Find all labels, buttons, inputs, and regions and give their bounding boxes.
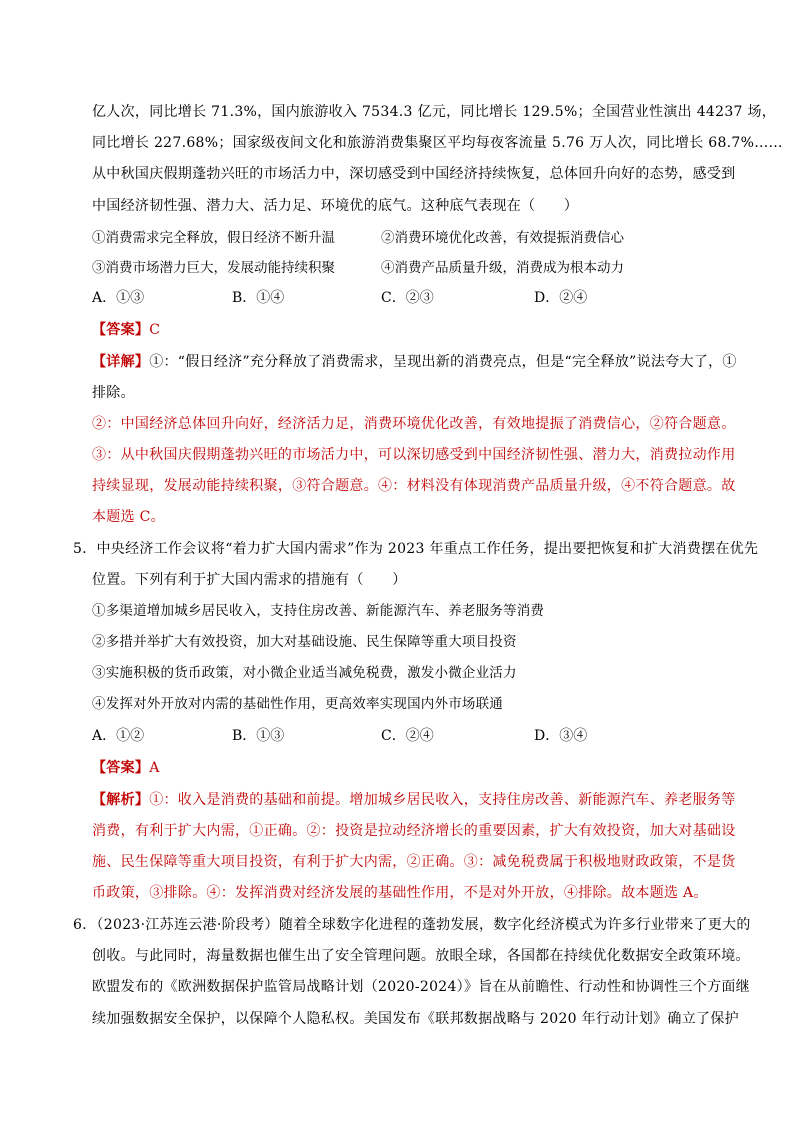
choice-b: B．①④: [232, 290, 285, 306]
choice-c: C．②④: [381, 728, 434, 744]
question-5-analysis-line: 币政策，③排除。④：发挥消费对经济发展的基础性作用，不是对外开放，④排除。故本题选 A。: [92, 885, 708, 901]
question-4-stem-line: 同比增长 227.68%；国家级夜间文化和旅游消费集聚区平均每夜客流量 5.76 万人次，同比增长 68.7%……: [92, 135, 783, 151]
question-5-statement: ③实施积极的货币政策，对小微企业适当减免税费，激发小微企业活力: [92, 665, 517, 681]
question-5-analysis-line: [92, 790, 736, 810]
choice-c: C．②③: [381, 290, 434, 306]
answer-tag: 【答案】: [92, 322, 150, 338]
question-5-choices: [92, 726, 692, 746]
analysis-text: ①：收入是消费的基础和前提。增加城乡居民收入，支持住房改善、新能源汽车、养老服务等: [149, 792, 736, 808]
question-4-choices: [92, 288, 692, 308]
answer-tag: 【答案】: [92, 760, 150, 776]
question-6-stem-line: 创收。与此同时，海量数据也催生出了安全管理问题。放眼全球，各国都在持续优化数据安全政策环境。: [92, 948, 750, 964]
question-4-stem-line: 亿人次，同比增长 71.3%，国内旅游收入 7534.3 亿元，同比增长 129.5%；全国营业性演出 44237 场，: [92, 104, 777, 120]
question-5-answer: [92, 758, 160, 778]
question-4-statement-row: [92, 258, 692, 278]
detail-text: ①：“假日经济”充分释放了消费需求，呈现出新的消费亮点，但是“完全释放”说法夸大了，①: [149, 354, 737, 370]
question-5-statement: ④发挥对外开放对内需的基础性作用，更高效率实现国内外市场联通: [92, 696, 503, 712]
question-5-stem-line: 位置。下列有利于扩大国内需求的措施有（ ）: [92, 572, 407, 588]
question-4-detail-line: 持续显现，发展动能持续积聚，③符合题意。④：材料没有体现消费产品质量升级，④不符合题意。故: [92, 478, 736, 494]
question-5-statement: ①多渠道增加城乡居民收入，支持住房改善、新能源汽车、养老服务等消费: [92, 603, 545, 619]
question-4-stem-line: 中国经济韧性强、潜力大、活力足、环境优的底气。这种底气表现在（ ）: [92, 198, 579, 214]
question-5-analysis-line: 消费，有利于扩大内需，①正确。②：投资是拉动经济增长的重要因素，扩大有效投资，加大对基础设: [92, 823, 736, 839]
statement-1: ①消费需求完全释放，假日经济不断升温: [92, 230, 335, 246]
question-5-statement: ②多措并举扩大有效投资，加大对基础设施、民生保障等重大项目投资: [92, 634, 517, 650]
question-6-stem-line: 6．（2023·江苏连云港·阶段考）随着全球数字化进程的蓬勃发展，数字化经济模式为许多行业带来了更大的: [73, 917, 751, 933]
detail-tag: 【详解】: [92, 354, 150, 370]
question-4-stem-line: 从中秋国庆假期蓬勃兴旺的市场活力中，深切感受到中国经济持续恢复，总体回升向好的态势，感受到: [92, 166, 736, 182]
question-6-stem-line: 欧盟发布的《欧洲数据保护监管局战略计划（2020-2024）》旨在从前瞻性、行动性和协调性三个方面继: [92, 979, 750, 995]
question-5-analysis-line: 施、民生保障等重大项目投资，有利于扩大内需，②正确。③：减免税费属于积极地财政政策，不是货: [92, 854, 736, 870]
statement-4: ④消费产品质量升级，消费成为根本动力: [381, 260, 624, 276]
question-4-detail-line: 本题选 C。: [92, 509, 165, 525]
question-4-detail-line: ③：从中秋国庆假期蓬勃兴旺的市场活力中，可以深切感受到中国经济韧性强、潜力大，消费拉动作用: [92, 447, 736, 463]
statement-3: ③消费市场潜力巨大，发展动能持续积聚: [92, 260, 335, 276]
choice-b: B．①③: [232, 728, 285, 744]
choice-d: D．②④: [534, 290, 588, 306]
statement-2: ②消费环境优化改善，有效提振消费信心: [381, 230, 624, 246]
answer-value: C: [149, 322, 161, 338]
question-4-statement-row: [92, 228, 692, 248]
answer-value: A: [149, 760, 160, 776]
question-6-stem-line: 续加强数据安全保护，以保障个人隐私权。美国发布《联邦数据战略与 2020 年行动计划》确立了保护: [92, 1011, 739, 1027]
question-4-detail-line: 排除。: [92, 385, 135, 401]
choice-a: A．①②: [92, 728, 145, 744]
analysis-tag: 【解析】: [92, 792, 150, 808]
choice-d: D．③④: [534, 728, 588, 744]
choice-a: A．①③: [92, 290, 145, 306]
question-4-detail-line: ②：中国经济总体回升向好，经济活力足，消费环境优化改善，有效地提振了消费信心，②符合题意。: [92, 416, 736, 432]
question-4-answer: [92, 320, 160, 340]
question-4-detail-line: [92, 352, 737, 372]
question-5-stem-line: 5．中央经济工作会议将“着力扩大国内需求”作为 2023 年重点工作任务，提出要把恢复和扩大消费摆在优先: [73, 541, 759, 557]
